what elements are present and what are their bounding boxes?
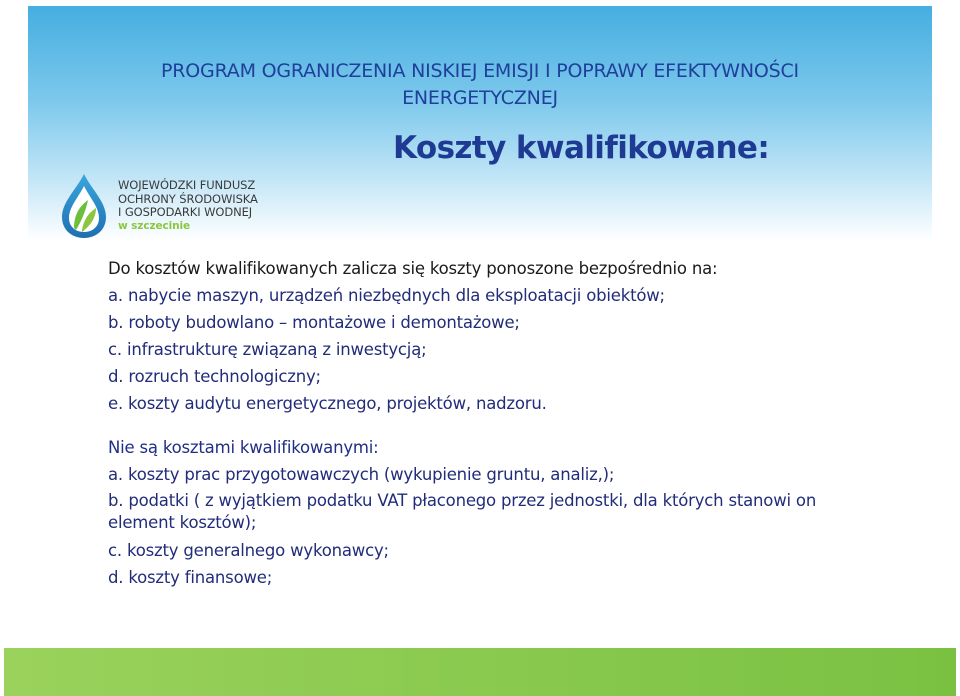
logo-line-1: WOJEWÓDZKI FUNDUSZ [118,178,256,192]
program-title-line-1: PROGRAM OGRANICZENIA NISKIEJ EMISJI I POPRAWY EFEKTYWNOŚCI [161,60,799,82]
logo-line-3: I GOSPODARKI WODNEJ [118,205,253,219]
qualified-item-a: a. nabycie maszyn, urządzeń niezbędnych dla eksploatacji obiektów; [108,286,665,305]
program-title [0,58,960,112]
cost-content [108,255,868,591]
qualified-item-d: d. rozruch technologiczny; [108,367,321,386]
qualified-item-c: c. infrastrukturę związaną z inwestycją; [108,340,427,359]
not-qualified-item-b: b. podatki ( z wyjątkiem podatku VAT płaconego przez jednostki, dla których stanowi on element kosztów); [108,491,817,532]
qualified-item-e: e. koszty audytu energetycznego, projektów, nadzoru. [108,394,547,413]
qualified-item-b: b. roboty budowlano – montażowe i demontażowe; [108,313,520,332]
not-qualified-item-d: d. koszty finansowe; [108,568,273,587]
logo-text [118,179,258,233]
not-qualified-item-a: a. koszty prac przygotowawczych (wykupienie gruntu, analiz,); [108,465,615,484]
logo-city: w szczecinie [118,219,190,232]
footer-bar [4,648,956,696]
not-qualified-item-c: c. koszty generalnego wykonawcy; [108,541,389,560]
not-qualified-intro: Nie są kosztami kwalifikowanymi: [108,438,379,457]
fund-logo [58,172,288,242]
page-title: Koszty kwalifikowane: [393,130,770,166]
water-drop-leaf-icon [58,172,110,240]
qualified-intro: Do kosztów kwalifikowanych zalicza się koszty ponoszone bezpośrednio na: [108,259,718,278]
logo-line-2: OCHRONY ŚRODOWISKA [118,191,258,206]
program-title-line-2: ENERGETYCZNEJ [402,87,558,109]
